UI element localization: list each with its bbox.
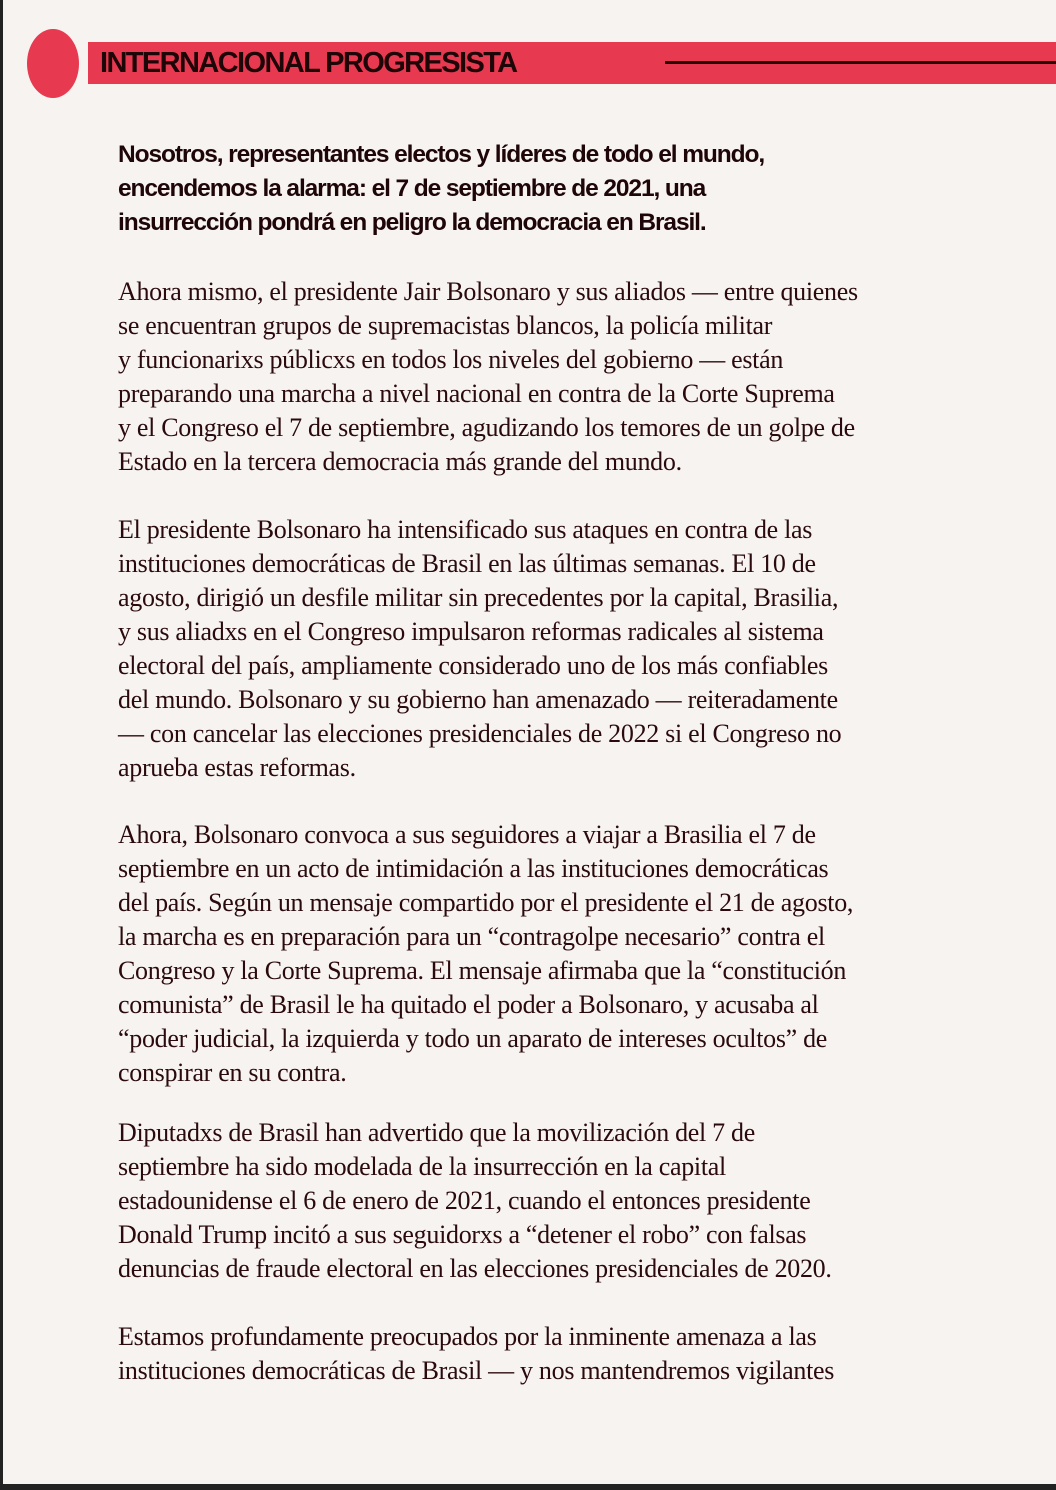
lede-line: Nosotros, representantes electos y líderes de todo el mundo,	[118, 141, 765, 168]
document-page	[3, 0, 1056, 1484]
paragraph-line: preparando una marcha a nivel nacional en contra de la Corte Suprema	[118, 379, 835, 408]
lede-line: encendemos la alarma: el 7 de septiembre de 2021, una	[118, 175, 706, 202]
paragraph-line: electoral del país, ampliamente considerado uno de los más confiables	[118, 651, 828, 680]
paragraph-line: — con cancelar las elecciones presidenciales de 2022 si el Congreso no	[118, 719, 842, 748]
paragraph-line: septiembre ha sido modelada de la insurrección en la capital	[118, 1152, 726, 1181]
body-paragraph	[118, 513, 948, 785]
header-title: INTERNACIONAL PROGRESISTA	[100, 47, 517, 79]
paragraph-line: del país. Según un mensaje compartido por el presidente el 21 de agosto,	[118, 888, 854, 917]
body-paragraph	[118, 275, 948, 479]
paragraph-line: denuncias de fraude electoral en las elecciones presidenciales de 2020.	[118, 1254, 832, 1283]
body-paragraph	[118, 818, 948, 1090]
paragraph-line: Donald Trump incitó a sus seguidorxs a “detener el robo” con falsas	[118, 1220, 807, 1249]
paragraph-line: y sus aliadxs en el Congreso impulsaron reformas radicales al sistema	[118, 617, 824, 646]
paragraph-line: Estado en la tercera democracia más grande del mundo.	[118, 447, 682, 476]
lede-heading	[118, 138, 918, 240]
paragraph-line: estadounidense el 6 de enero de 2021, cuando el entonces presidente	[118, 1186, 811, 1215]
logo-circle-icon	[27, 29, 79, 98]
paragraph-line: Ahora mismo, el presidente Jair Bolsonaro y sus aliados — entre quienes	[118, 277, 858, 306]
paragraph-line: y funcionarixs públicxs en todos los niveles del gobierno — están	[118, 345, 784, 374]
body-paragraph	[118, 1320, 948, 1388]
paragraph-line: El presidente Bolsonaro ha intensificado sus ataques en contra de las	[118, 515, 813, 544]
paragraph-line: comunista” de Brasil le ha quitado el poder a Bolsonaro, y acusaba al	[118, 990, 819, 1019]
paragraph-line: Congreso y la Corte Suprema. El mensaje afirmaba que la “constitución	[118, 956, 847, 985]
paragraph-line: agosto, dirigió un desfile militar sin precedentes por la capital, Brasilia,	[118, 583, 839, 612]
paragraph-line: instituciones democráticas de Brasil — y nos mantendremos vigilantes	[118, 1356, 835, 1385]
paragraph-line: del mundo. Bolsonaro y su gobierno han amenazado — reiteradamente	[118, 685, 838, 714]
paragraph-line: aprueba estas reformas.	[118, 753, 356, 782]
paragraph-line: “poder judicial, la izquierda y todo un aparato de intereses ocultos” de	[118, 1024, 828, 1053]
header-rule	[665, 61, 1056, 64]
paragraph-line: septiembre en un acto de intimidación a las instituciones democráticas	[118, 854, 829, 883]
paragraph-line: Ahora, Bolsonaro convoca a sus seguidores a viajar a Brasilia el 7 de	[118, 820, 816, 849]
paragraph-line: instituciones democráticas de Brasil en las últimas semanas. El 10 de	[118, 549, 816, 578]
paragraph-line: Estamos profundamente preocupados por la inminente amenaza a las	[118, 1322, 817, 1351]
paragraph-line: la marcha es en preparación para un “contragolpe necesario” contra el	[118, 922, 825, 951]
paragraph-line: se encuentran grupos de supremacistas blancos, la policía militar	[118, 311, 773, 340]
lede-line: insurrección pondrá en peligro la democracia en Brasil.	[118, 209, 706, 236]
body-paragraph	[118, 1116, 948, 1286]
paragraph-line: conspirar en su contra.	[118, 1058, 347, 1087]
paragraph-line: Diputadxs de Brasil han advertido que la movilización del 7 de	[118, 1118, 755, 1147]
paragraph-line: y el Congreso el 7 de septiembre, agudizando los temores de un golpe de	[118, 413, 855, 442]
header-band	[88, 42, 1056, 84]
